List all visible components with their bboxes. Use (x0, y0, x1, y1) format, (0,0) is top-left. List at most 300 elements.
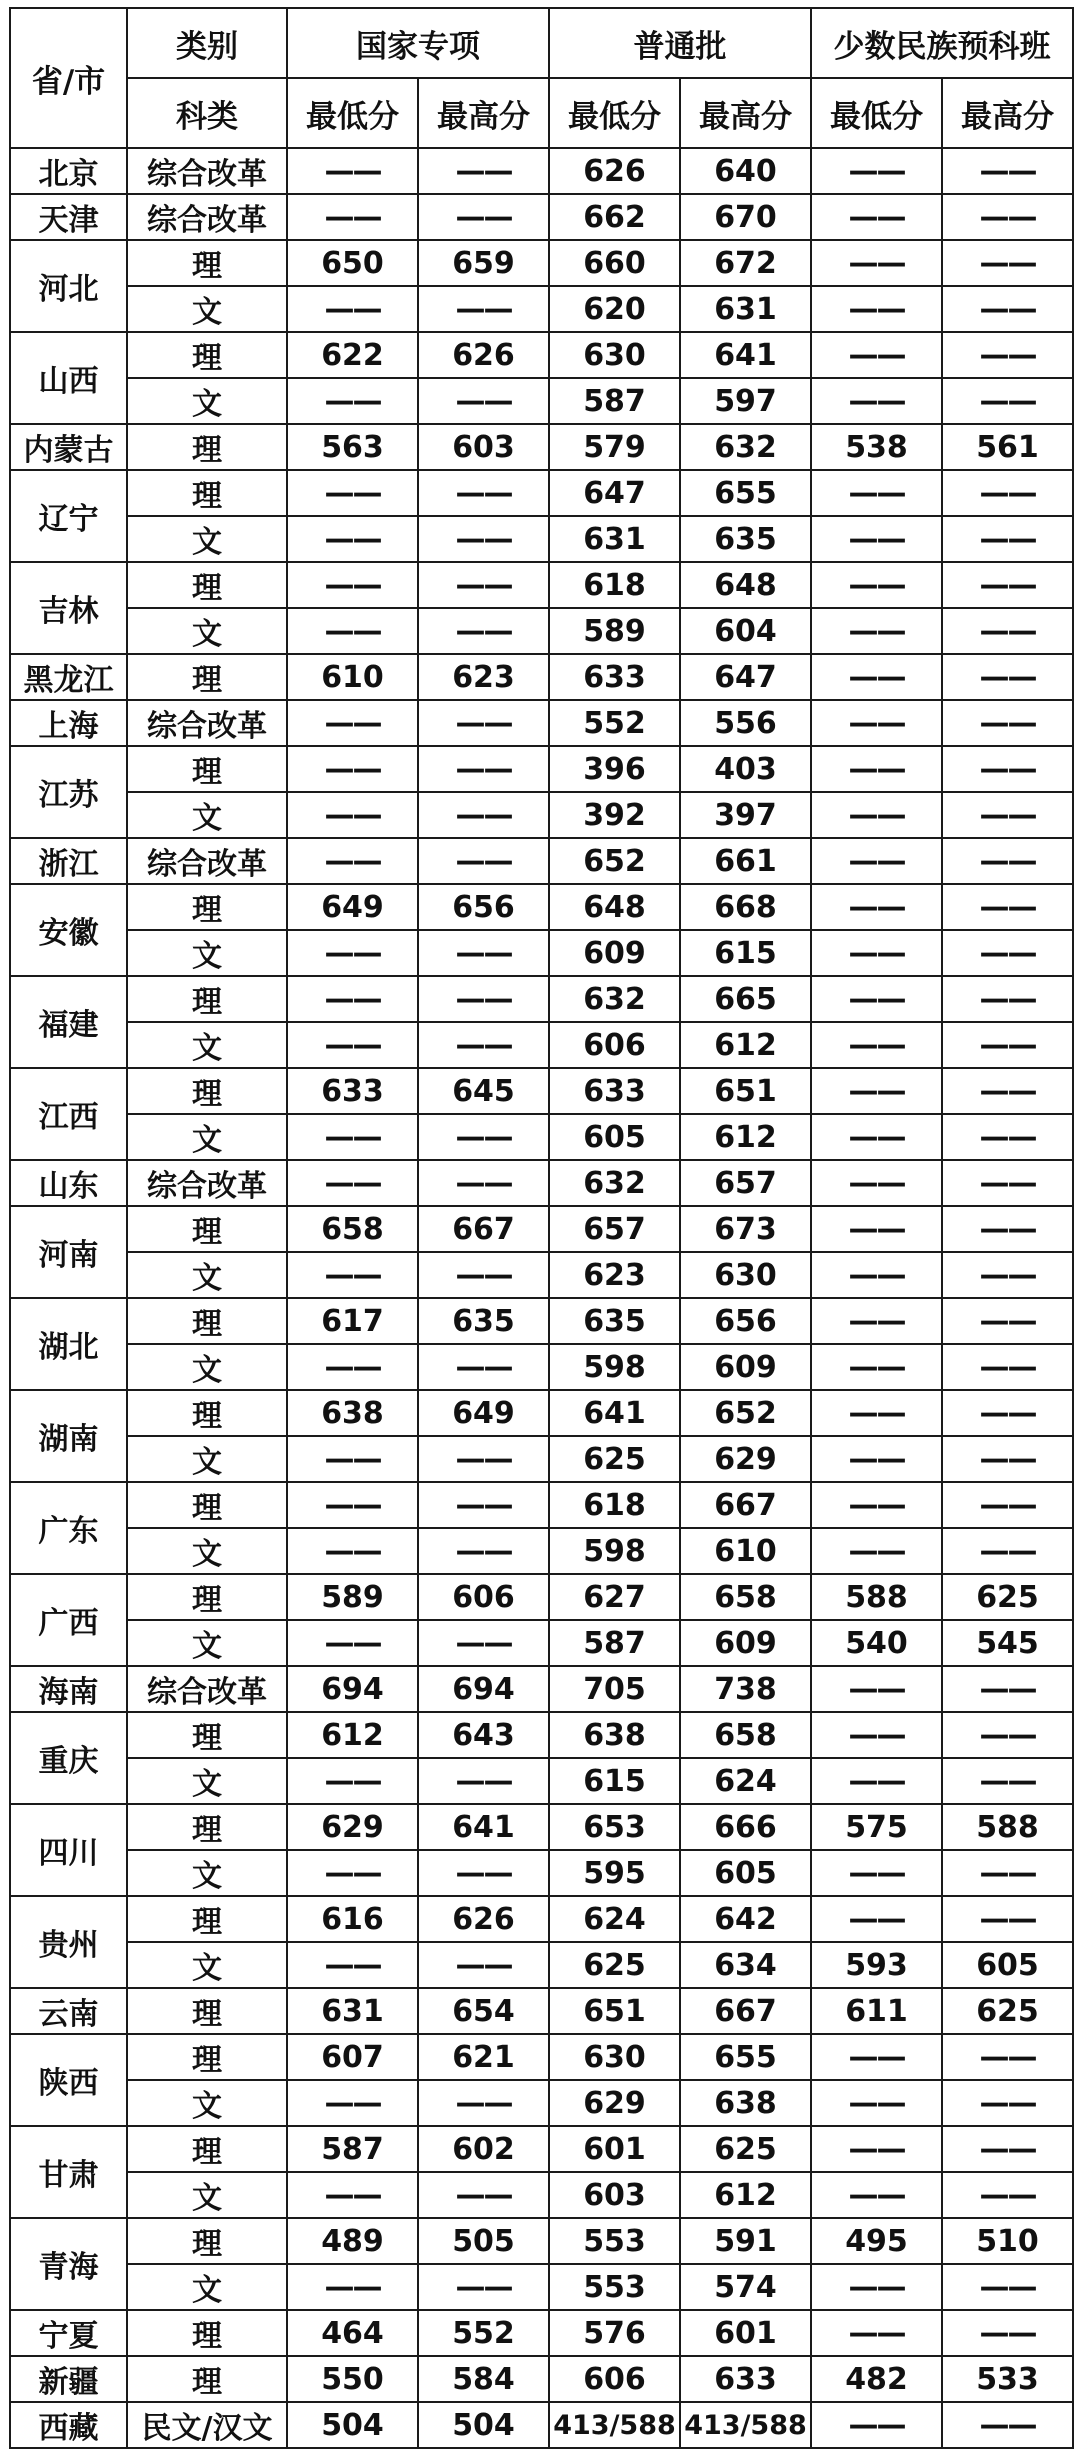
regular-min-cell: 606 (549, 2356, 680, 2402)
national-max-cell: 584 (418, 2356, 549, 2402)
regular-max-cell: 632 (680, 424, 811, 470)
regular-min-cell: 662 (549, 194, 680, 240)
minority-max-cell: —— (942, 2402, 1073, 2448)
regular-min-cell: 392 (549, 792, 680, 838)
province-cell: 河南 (10, 1206, 127, 1298)
minority-min-cell: —— (811, 194, 942, 240)
province-cell: 福建 (10, 976, 127, 1068)
regular-min-cell: 620 (549, 286, 680, 332)
regular-max-cell: 574 (680, 2264, 811, 2310)
national-max-cell: —— (418, 1344, 549, 1390)
regular-min-cell: 618 (549, 1482, 680, 1528)
regular-max-cell: 609 (680, 1620, 811, 1666)
national-max-cell: —— (418, 1114, 549, 1160)
national-max-cell: —— (418, 746, 549, 792)
regular-max-cell: 556 (680, 700, 811, 746)
table-row (10, 562, 1073, 608)
regular-min-cell: 660 (549, 240, 680, 286)
regular-min-cell: 618 (549, 562, 680, 608)
minority-min-cell: —— (811, 148, 942, 194)
province-cell: 江苏 (10, 746, 127, 838)
table-body (10, 148, 1073, 2448)
national-max-cell: —— (418, 1160, 549, 1206)
group-header-minority: 少数民族预科班 (811, 8, 1073, 78)
regular-min-cell: 632 (549, 976, 680, 1022)
min-score-header: 最低分 (287, 78, 418, 148)
national-min-cell: —— (287, 1022, 418, 1068)
minority-min-cell: —— (811, 2126, 942, 2172)
table-row (10, 516, 1073, 562)
national-max-cell: 641 (418, 1804, 549, 1850)
table-row (10, 1988, 1073, 2034)
regular-max-cell: 612 (680, 1114, 811, 1160)
minority-max-cell: 533 (942, 2356, 1073, 2402)
minority-min-cell: 540 (811, 1620, 942, 1666)
minority-max-cell: —— (942, 1344, 1073, 1390)
province-cell: 河北 (10, 240, 127, 332)
national-min-cell: —— (287, 838, 418, 884)
subject-cell: 文 (127, 2172, 287, 2218)
national-max-cell: —— (418, 976, 549, 1022)
subject-cell: 理 (127, 746, 287, 792)
table-row (10, 2034, 1073, 2080)
table-row (10, 1528, 1073, 1574)
province-cell: 内蒙古 (10, 424, 127, 470)
national-min-cell: 587 (287, 2126, 418, 2172)
national-min-cell: —— (287, 1114, 418, 1160)
regular-min-cell: 589 (549, 608, 680, 654)
minority-min-cell: —— (811, 286, 942, 332)
national-min-cell: 650 (287, 240, 418, 286)
national-min-cell: 616 (287, 1896, 418, 1942)
regular-min-cell: 603 (549, 2172, 680, 2218)
table-row (10, 378, 1073, 424)
regular-max-cell: 655 (680, 470, 811, 516)
table-row (10, 838, 1073, 884)
regular-max-cell: 656 (680, 1298, 811, 1344)
national-max-cell: 626 (418, 332, 549, 378)
province-cell: 湖北 (10, 1298, 127, 1390)
max-score-header: 最高分 (942, 78, 1073, 148)
national-max-cell: —— (418, 792, 549, 838)
subject-cell: 文 (127, 2264, 287, 2310)
minority-min-cell: —— (811, 792, 942, 838)
national-max-cell: —— (418, 1252, 549, 1298)
subject-cell: 文 (127, 1758, 287, 1804)
national-min-cell: 612 (287, 1712, 418, 1758)
regular-min-cell: 576 (549, 2310, 680, 2356)
national-max-cell: —— (418, 1528, 549, 1574)
regular-min-cell: 598 (549, 1344, 680, 1390)
regular-max-cell: 635 (680, 516, 811, 562)
regular-max-cell: 655 (680, 2034, 811, 2080)
minority-min-cell: —— (811, 976, 942, 1022)
province-cell: 重庆 (10, 1712, 127, 1804)
minority-max-cell: 625 (942, 1574, 1073, 1620)
minority-max-cell: 545 (942, 1620, 1073, 1666)
table-row (10, 2356, 1073, 2402)
minority-max-cell: 605 (942, 1942, 1073, 1988)
national-min-cell: —— (287, 2264, 418, 2310)
minority-min-cell: —— (811, 1390, 942, 1436)
national-max-cell: —— (418, 1482, 549, 1528)
subject-cell: 理 (127, 654, 287, 700)
minority-min-cell: —— (811, 838, 942, 884)
subject-cell: 文 (127, 378, 287, 424)
regular-min-cell: 396 (549, 746, 680, 792)
regular-max-cell: 601 (680, 2310, 811, 2356)
province-cell: 青海 (10, 2218, 127, 2310)
table-row (10, 1620, 1073, 1666)
national-max-cell: —— (418, 1850, 549, 1896)
national-max-cell: 552 (418, 2310, 549, 2356)
regular-min-cell: 641 (549, 1390, 680, 1436)
regular-min-cell: 587 (549, 1620, 680, 1666)
subject-cell: 文 (127, 1252, 287, 1298)
regular-max-cell: 648 (680, 562, 811, 608)
national-max-cell: 603 (418, 424, 549, 470)
minority-min-cell: —— (811, 2264, 942, 2310)
regular-max-cell: 634 (680, 1942, 811, 1988)
minority-min-cell: —— (811, 654, 942, 700)
minority-min-cell: —— (811, 2402, 942, 2448)
subject-cell: 综合改革 (127, 1160, 287, 1206)
regular-max-cell: 630 (680, 1252, 811, 1298)
regular-max-cell: 641 (680, 332, 811, 378)
national-min-cell: —— (287, 1252, 418, 1298)
table-row (10, 2080, 1073, 2126)
score-table-container (9, 7, 1072, 2449)
national-max-cell: —— (418, 286, 549, 332)
national-min-cell: —— (287, 746, 418, 792)
category-header: 类别 (127, 8, 287, 78)
regular-min-cell: 705 (549, 1666, 680, 1712)
regular-max-cell: 397 (680, 792, 811, 838)
regular-min-cell: 606 (549, 1022, 680, 1068)
national-min-cell: —— (287, 1344, 418, 1390)
minority-max-cell: —— (942, 1528, 1073, 1574)
minority-max-cell: —— (942, 2034, 1073, 2080)
province-cell: 安徽 (10, 884, 127, 976)
minority-max-cell: —— (942, 2310, 1073, 2356)
table-row (10, 654, 1073, 700)
table-row (10, 930, 1073, 976)
national-max-cell: —— (418, 148, 549, 194)
national-max-cell: 694 (418, 1666, 549, 1712)
regular-max-cell: 642 (680, 1896, 811, 1942)
table-row (10, 1896, 1073, 1942)
regular-min-cell: 587 (549, 378, 680, 424)
minority-max-cell: —— (942, 1666, 1073, 1712)
subject-cell: 文 (127, 286, 287, 332)
minority-min-cell: —— (811, 240, 942, 286)
table-row (10, 1206, 1073, 1252)
minority-max-cell: —— (942, 930, 1073, 976)
regular-min-cell: 632 (549, 1160, 680, 1206)
minority-min-cell: —— (811, 1850, 942, 1896)
subject-cell: 文 (127, 1620, 287, 1666)
province-cell: 上海 (10, 700, 127, 746)
minority-min-cell: 538 (811, 424, 942, 470)
regular-max-cell: 633 (680, 2356, 811, 2402)
minority-min-cell: 575 (811, 1804, 942, 1850)
regular-max-cell: 629 (680, 1436, 811, 1482)
province-cell: 广西 (10, 1574, 127, 1666)
national-max-cell: 626 (418, 1896, 549, 1942)
national-max-cell: —— (418, 700, 549, 746)
minority-min-cell: —— (811, 1666, 942, 1712)
minority-max-cell: —— (942, 286, 1073, 332)
national-max-cell: 623 (418, 654, 549, 700)
minority-min-cell: —— (811, 1758, 942, 1804)
subject-cell: 文 (127, 1114, 287, 1160)
minority-min-cell: —— (811, 470, 942, 516)
minority-min-cell: —— (811, 516, 942, 562)
regular-max-cell: 738 (680, 1666, 811, 1712)
national-max-cell: 606 (418, 1574, 549, 1620)
minority-max-cell: —— (942, 1298, 1073, 1344)
national-max-cell: —— (418, 1620, 549, 1666)
minority-min-cell: —— (811, 1068, 942, 1114)
minority-max-cell: —— (942, 654, 1073, 700)
minority-max-cell: —— (942, 608, 1073, 654)
national-min-cell: 649 (287, 884, 418, 930)
national-min-cell: 589 (287, 1574, 418, 1620)
subject-cell: 文 (127, 1022, 287, 1068)
minority-min-cell: —— (811, 332, 942, 378)
province-header: 省/市 (10, 8, 127, 148)
national-max-cell: 643 (418, 1712, 549, 1758)
national-max-cell: —— (418, 838, 549, 884)
table-row (10, 1804, 1073, 1850)
national-max-cell: 654 (418, 1988, 549, 2034)
table-row (10, 194, 1073, 240)
minority-min-cell: —— (811, 2080, 942, 2126)
regular-min-cell: 657 (549, 1206, 680, 1252)
subject-cell: 理 (127, 1298, 287, 1344)
regular-min-cell: 630 (549, 2034, 680, 2080)
regular-max-cell: 638 (680, 2080, 811, 2126)
subject-cell: 综合改革 (127, 1666, 287, 1712)
table-row (10, 240, 1073, 286)
regular-max-cell: 647 (680, 654, 811, 700)
minority-max-cell: —— (942, 194, 1073, 240)
subject-cell: 文 (127, 2080, 287, 2126)
national-min-cell: —— (287, 1850, 418, 1896)
regular-max-cell: 657 (680, 1160, 811, 1206)
regular-max-cell: 591 (680, 2218, 811, 2264)
minority-max-cell: —— (942, 1896, 1073, 1942)
regular-max-cell: 673 (680, 1206, 811, 1252)
minority-max-cell: —— (942, 1252, 1073, 1298)
national-max-cell: 656 (418, 884, 549, 930)
regular-max-cell: 413/588 (680, 2402, 811, 2448)
regular-min-cell: 413/588 (549, 2402, 680, 2448)
regular-max-cell: 658 (680, 1712, 811, 1758)
minority-max-cell: —— (942, 746, 1073, 792)
province-cell: 广东 (10, 1482, 127, 1574)
province-cell: 四川 (10, 1804, 127, 1896)
province-cell: 新疆 (10, 2356, 127, 2402)
national-min-cell: —— (287, 470, 418, 516)
table-row (10, 2218, 1073, 2264)
regular-max-cell: 631 (680, 286, 811, 332)
minority-min-cell: —— (811, 2172, 942, 2218)
province-cell: 江西 (10, 1068, 127, 1160)
province-cell: 天津 (10, 194, 127, 240)
national-min-cell: 504 (287, 2402, 418, 2448)
national-min-cell: —— (287, 976, 418, 1022)
subject-cell: 民文/汉文 (127, 2402, 287, 2448)
minority-max-cell: —— (942, 562, 1073, 608)
regular-max-cell: 640 (680, 148, 811, 194)
province-cell: 吉林 (10, 562, 127, 654)
national-min-cell: —— (287, 1620, 418, 1666)
subject-cell: 文 (127, 930, 287, 976)
national-max-cell: 621 (418, 2034, 549, 2080)
province-cell: 云南 (10, 1988, 127, 2034)
table-header (10, 8, 1073, 148)
national-max-cell: —— (418, 378, 549, 424)
regular-max-cell: 612 (680, 1022, 811, 1068)
national-min-cell: —— (287, 2172, 418, 2218)
regular-max-cell: 672 (680, 240, 811, 286)
subject-cell: 理 (127, 1712, 287, 1758)
table-row (10, 1712, 1073, 1758)
regular-min-cell: 647 (549, 470, 680, 516)
minority-min-cell: —— (811, 1436, 942, 1482)
regular-max-cell: 610 (680, 1528, 811, 1574)
province-cell: 湖南 (10, 1390, 127, 1482)
minority-min-cell: —— (811, 1298, 942, 1344)
regular-max-cell: 667 (680, 1482, 811, 1528)
subject-cell: 理 (127, 1390, 287, 1436)
table-row (10, 2310, 1073, 2356)
regular-max-cell: 403 (680, 746, 811, 792)
minority-max-cell: —— (942, 332, 1073, 378)
regular-min-cell: 601 (549, 2126, 680, 2172)
subject-cell: 文 (127, 516, 287, 562)
minority-min-cell: —— (811, 1482, 942, 1528)
minority-max-cell: —— (942, 2172, 1073, 2218)
national-min-cell: 610 (287, 654, 418, 700)
regular-max-cell: 651 (680, 1068, 811, 1114)
minority-max-cell: —— (942, 240, 1073, 286)
admission-score-table (9, 7, 1074, 2449)
table-row (10, 2264, 1073, 2310)
minority-min-cell: —— (811, 1896, 942, 1942)
min-score-header: 最低分 (811, 78, 942, 148)
national-min-cell: 633 (287, 1068, 418, 1114)
regular-max-cell: 604 (680, 608, 811, 654)
national-min-cell: —— (287, 562, 418, 608)
regular-min-cell: 625 (549, 1436, 680, 1482)
subject-cell: 理 (127, 2218, 287, 2264)
national-max-cell: —— (418, 194, 549, 240)
national-max-cell: —— (418, 1758, 549, 1804)
national-min-cell: 658 (287, 1206, 418, 1252)
national-max-cell: —— (418, 930, 549, 976)
regular-max-cell: 597 (680, 378, 811, 424)
minority-min-cell: —— (811, 1712, 942, 1758)
regular-min-cell: 629 (549, 2080, 680, 2126)
national-min-cell: —— (287, 194, 418, 240)
table-row (10, 1022, 1073, 1068)
minority-max-cell: —— (942, 838, 1073, 884)
province-cell: 黑龙江 (10, 654, 127, 700)
table-row (10, 1344, 1073, 1390)
regular-max-cell: 612 (680, 2172, 811, 2218)
national-min-cell: —— (287, 1482, 418, 1528)
subject-header: 科类 (127, 78, 287, 148)
national-min-cell: —— (287, 516, 418, 562)
regular-max-cell: 667 (680, 1988, 811, 2034)
min-score-header: 最低分 (549, 78, 680, 148)
table-row (10, 792, 1073, 838)
national-min-cell: —— (287, 286, 418, 332)
regular-min-cell: 625 (549, 1942, 680, 1988)
province-cell: 宁夏 (10, 2310, 127, 2356)
table-row (10, 2402, 1073, 2448)
regular-min-cell: 624 (549, 1896, 680, 1942)
province-cell: 山西 (10, 332, 127, 424)
minority-min-cell: 588 (811, 1574, 942, 1620)
national-min-cell: —— (287, 2080, 418, 2126)
national-min-cell: —— (287, 1528, 418, 1574)
province-cell: 陕西 (10, 2034, 127, 2126)
regular-max-cell: 652 (680, 1390, 811, 1436)
subject-cell: 理 (127, 424, 287, 470)
minority-min-cell: —— (811, 1160, 942, 1206)
subject-cell: 文 (127, 792, 287, 838)
national-min-cell: 638 (287, 1390, 418, 1436)
table-row (10, 1068, 1073, 1114)
regular-min-cell: 651 (549, 1988, 680, 2034)
national-max-cell: —— (418, 2172, 549, 2218)
minority-min-cell: —— (811, 562, 942, 608)
minority-max-cell: —— (942, 1022, 1073, 1068)
national-min-cell: 617 (287, 1298, 418, 1344)
minority-max-cell: —— (942, 976, 1073, 1022)
province-cell: 山东 (10, 1160, 127, 1206)
national-min-cell: —— (287, 1942, 418, 1988)
subject-cell: 综合改革 (127, 700, 287, 746)
subject-cell: 理 (127, 470, 287, 516)
national-min-cell: —— (287, 148, 418, 194)
subject-cell: 理 (127, 2034, 287, 2080)
minority-max-cell: —— (942, 1712, 1073, 1758)
national-max-cell: —— (418, 1022, 549, 1068)
minority-max-cell: 510 (942, 2218, 1073, 2264)
minority-max-cell: —— (942, 792, 1073, 838)
subject-cell: 文 (127, 608, 287, 654)
table-row (10, 746, 1073, 792)
minority-max-cell: —— (942, 2126, 1073, 2172)
regular-min-cell: 553 (549, 2218, 680, 2264)
province-cell: 贵州 (10, 1896, 127, 1988)
minority-max-cell: —— (942, 378, 1073, 424)
table-row (10, 1252, 1073, 1298)
table-row (10, 976, 1073, 1022)
regular-max-cell: 668 (680, 884, 811, 930)
minority-max-cell: —— (942, 1068, 1073, 1114)
table-row (10, 1942, 1073, 1988)
subject-cell: 文 (127, 1344, 287, 1390)
national-max-cell: 602 (418, 2126, 549, 2172)
province-cell: 北京 (10, 148, 127, 194)
regular-min-cell: 605 (549, 1114, 680, 1160)
regular-min-cell: 595 (549, 1850, 680, 1896)
